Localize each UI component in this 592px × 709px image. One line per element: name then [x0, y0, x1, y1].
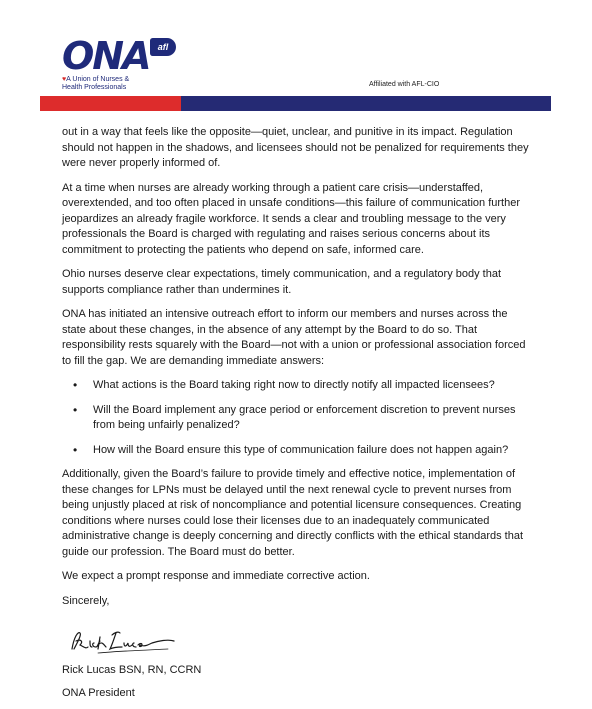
paragraph: At a time when nurses are already working through a patient care crisis—understaffed, overextended, and too often placed in unsafe conditions—this failure of communication further jeopardizes an already fragile workforce. It sends a clear and troubling message to the very professionals the Board is charged with regulating and raises serious concerns about its commitment to protecting the patients who depend on safe, informed care.: [62, 181, 520, 256]
handwritten-signature: [68, 623, 532, 659]
signer-name: Rick Lucas BSN, RN, CCRN: [62, 664, 202, 676]
header-band-red: [40, 96, 181, 111]
paragraph: out in a way that feels like the opposite—quiet, unclear, and punitive in its impact. Regulation should not happen in the shadows, and licensees should not be penalized for requirements they were never properly informed of.: [62, 126, 529, 169]
paragraph: ONA has initiated an intensive outreach effort to inform our members and nurses across the state about these changes, in the absence of any attempt by the Board to do so. That responsibility rests squarely with the Board—not with a union or professional association forced to fill the gap. We are demanding immediate answers:: [62, 308, 526, 367]
logo-tagline: [62, 76, 182, 92]
tagline-line-1: A Union of Nurses &: [66, 76, 130, 83]
header-band-navy: [181, 96, 551, 111]
letterhead: [0, 0, 592, 112]
paragraph: Additionally, given the Board’s failure to provide timely and effective notice, implementation of these changes for LPNs must be delayed until the next renewal cycle to prevent nurses from being unjustly placed at risk of noncompliance and potential licensure consequences. Creating conditions where nurses could lose their licenses due to an inadequately communicated administrative change is deeply concerning and directly conflicts with the ethical standards that guide our profession. The Board must do better.: [62, 468, 524, 558]
logo-wordmark: ONA: [62, 34, 150, 78]
demands-list: [62, 378, 532, 458]
list-item: • What actions is the Board taking right now to directly notify all impacted licensees?: [93, 378, 532, 394]
ona-logo: [62, 34, 169, 91]
affiliation-text: Affiliated with AFL-CIO: [369, 81, 440, 88]
paragraph: Ohio nurses deserve clear expectations, timely communication, and a regulatory body that supports compliance rather than undermines it.: [62, 268, 502, 296]
afl-cio-badge-icon: afl: [150, 38, 176, 56]
closing-statement: We expect a prompt response and immediate corrective action.: [62, 570, 370, 582]
heart-icon: ♥: [62, 76, 67, 83]
signature-graphic: [68, 623, 178, 659]
list-item: • How will the Board ensure this type of communication failure does not happen again?: [93, 443, 532, 459]
letter-body: [62, 125, 532, 709]
sign-off: Sincerely,: [62, 594, 110, 607]
tagline-line-2: Health Professionals: [62, 84, 127, 91]
list-item: • Will the Board implement any grace period or enforcement discretion to prevent nurses from being unfairly penalized?: [93, 403, 532, 434]
signer-title: ONA President: [62, 687, 135, 699]
